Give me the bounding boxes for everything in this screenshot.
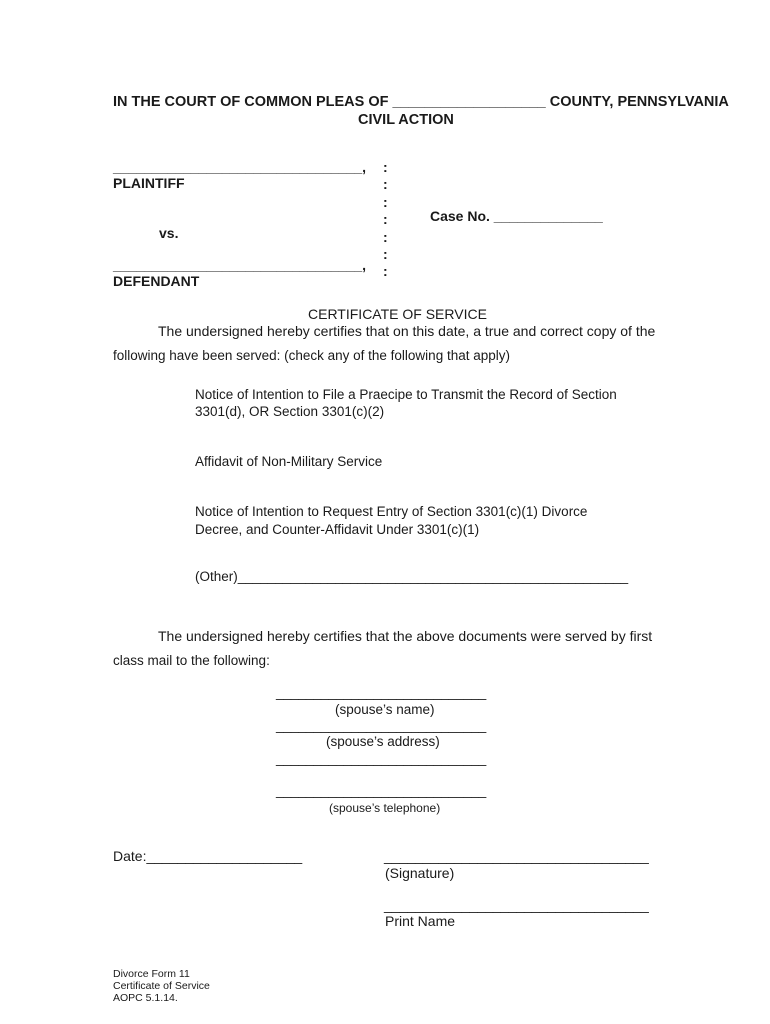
caption-colon: : [383, 263, 388, 280]
intro-text-line2: following have been served: (check any of the following that apply) [113, 348, 510, 363]
signature-label: (Signature) [385, 865, 455, 881]
footer-form-number: Divorce Form 11 [113, 968, 190, 980]
option-notice-entry-line2: Decree, and Counter-Affidavit Under 3301(c)(1) [195, 522, 480, 537]
footer-form-code: AOPC 5.1.14. [113, 992, 178, 1004]
spouse-name-field[interactable]: ____________________________ [276, 685, 487, 700]
option-other-field[interactable]: (Other)____________________________________________________ [195, 569, 629, 584]
spouse-name-label: (spouse’s name) [335, 702, 435, 717]
caption-colon: : [383, 176, 388, 193]
print-name-label: Print Name [385, 913, 456, 929]
defendant-label: DEFENDANT [113, 273, 200, 289]
vs-label: vs. [159, 225, 179, 241]
form-footer [113, 968, 210, 1004]
spouse-telephone-label: (spouse’s telephone) [329, 801, 441, 815]
spouse-telephone-field[interactable]: ____________________________ [276, 783, 487, 798]
option-notice-entry-line1[interactable]: Notice of Intention to Request Entry of Section 3301(c)(1) Divorce [195, 504, 588, 519]
mail-text-line2: class mail to the following: [113, 653, 270, 668]
spouse-address-label: (spouse’s address) [326, 734, 440, 749]
court-title: IN THE COURT OF COMMON PLEAS OF ___________________ COUNTY, PENNSYLVANIA [113, 94, 729, 110]
intro-text-line1: The undersigned hereby certifies that on this date, a true and correct copy of the [158, 323, 656, 339]
mail-text-line1: The undersigned hereby certifies that the above documents were served by first [158, 628, 653, 644]
spouse-address-field[interactable]: ____________________________ [276, 718, 487, 733]
caption-colon: : [383, 246, 388, 263]
signature-field[interactable]: __________________________________ [384, 848, 649, 864]
plaintiff-name-field[interactable]: ________________________________, [113, 159, 367, 175]
plaintiff-label: PLAINTIFF [113, 175, 185, 191]
date-field[interactable]: Date:____________________ [113, 848, 303, 864]
footer-form-title: Certificate of Service [113, 980, 210, 992]
caption-colons [383, 159, 388, 281]
print-name-field[interactable]: __________________________________ [384, 897, 649, 913]
option-praecipe-line1[interactable]: Notice of Intention to File a Praecipe to Transmit the Record of Section [195, 387, 617, 402]
defendant-name-field[interactable]: ________________________________, [113, 257, 367, 273]
option-affidavit[interactable]: Affidavit of Non-Military Service [195, 454, 383, 469]
caption-colon: : [383, 228, 388, 245]
civil-action-label: CIVIL ACTION [358, 112, 454, 128]
certificate-title: CERTIFICATE OF SERVICE [308, 306, 487, 322]
caption-colon: : [383, 159, 388, 175]
case-number-field[interactable]: Case No. ______________ [430, 208, 603, 224]
spouse-address-field-2[interactable]: ____________________________ [276, 751, 487, 766]
caption-colon: : [383, 211, 388, 228]
caption-colon: : [383, 193, 388, 210]
option-praecipe-line2: 3301(d), OR Section 3301(c)(2) [195, 404, 385, 419]
